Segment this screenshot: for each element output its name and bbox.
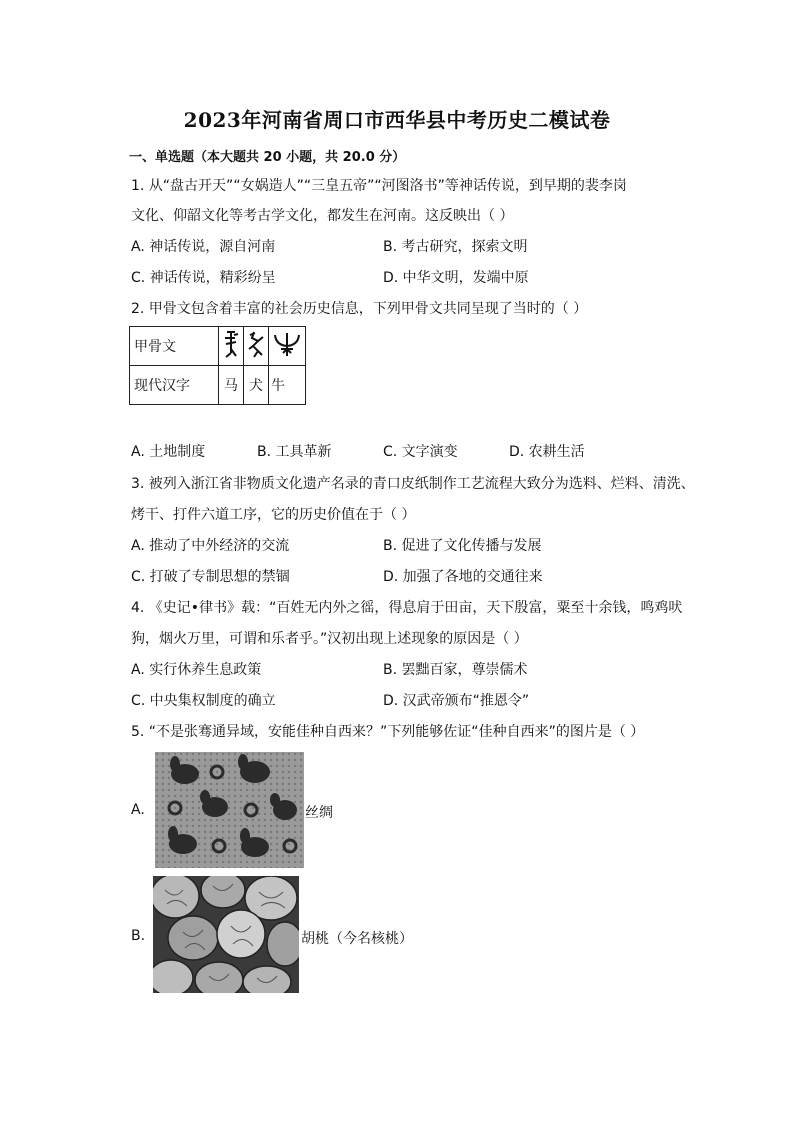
q2-stem-line1: 2. 甲骨文包含着丰富的社会历史信息，下列甲骨文共同呈现了当时的（ ） (131, 301, 588, 317)
silk-fabric-image[interactable] (155, 752, 304, 868)
horse-glyph-icon (221, 329, 241, 359)
walnut-photo-icon (153, 876, 299, 993)
q1-option-a[interactable]: A. 神话传说，源自河南 (131, 239, 276, 255)
q4-stem-line2: 狗，烟火万里，可谓和乐者乎。”汉初出现上述现象的原因是（ ） (131, 631, 528, 647)
q2-option-a[interactable]: A. 土地制度 (131, 444, 206, 460)
q1-stem-line1: 1. 从“盘古开天”“女娲造人”“三皇五帝”“河图洛书”等神话传说，到早期的裴李岗 (131, 178, 627, 194)
q1-option-b[interactable]: B. 考古研究，探索文明 (383, 239, 528, 255)
q4-stem-line1: 4. 《史记•律书》载：“百姓无内外之徭，得息肩于田亩，天下殷富，粟至十余钱，鸣鸡吠 (131, 600, 683, 616)
q4-option-c[interactable]: C. 中央集权制度的确立 (131, 693, 276, 709)
q5-option-b-caption: 胡桃（今名核桃） (301, 931, 413, 947)
walnut-image[interactable] (153, 876, 299, 993)
q4-option-b[interactable]: B. 罢黜百家，尊崇儒术 (383, 662, 528, 678)
table-row (130, 327, 306, 366)
q1-option-c[interactable]: C. 神话传说，精彩纷呈 (131, 270, 276, 286)
row-header-modern: 现代汉字 (130, 366, 219, 405)
oracle-bone-table (129, 326, 306, 405)
section-heading: 一、单选题（本大题共 20 小题，共 20.0 分） (129, 150, 406, 165)
q3-option-d[interactable]: D. 加强了各地的交通往来 (383, 569, 543, 585)
q5-stem-line1: 5. “不是张骞通异域，安能佳种自西来？”下列能够佐证“佳种自西来”的图片是（ ） (131, 724, 645, 740)
table-row (130, 366, 306, 405)
oracle-horse-glyph (219, 327, 244, 366)
silk-pattern-icon (155, 752, 304, 868)
q3-stem-line1: 3. 被列入浙江省非物质文化遗产名录的青口皮纸制作工艺流程大致分为选料、烂料、清洗、 (131, 476, 695, 492)
modern-char-horse: 马 (219, 366, 244, 405)
q2-option-c[interactable]: C. 文字演变 (383, 444, 458, 460)
oracle-ox-glyph (269, 327, 306, 366)
q2-option-b[interactable]: B. 工具革新 (257, 444, 332, 460)
modern-char-dog: 犬 (244, 366, 269, 405)
q2-option-d[interactable]: D. 农耕生活 (509, 444, 585, 460)
q1-stem-line2: 文化、仰韶文化等考古学文化，都发生在河南。这反映出（ ） (131, 208, 514, 224)
page-title: 2023年河南省周口市西华县中考历史二模试卷 (183, 108, 611, 132)
q3-option-c[interactable]: C. 打破了专制思想的禁锢 (131, 569, 290, 585)
modern-char-ox: 牛 (269, 366, 306, 405)
oracle-dog-glyph (244, 327, 269, 366)
q3-option-b[interactable]: B. 促进了文化传播与发展 (383, 538, 542, 554)
q5-option-a-caption: 丝绸 (305, 805, 333, 821)
ox-glyph-icon (271, 329, 303, 359)
q5-option-b-label[interactable]: B. (131, 928, 146, 944)
q3-option-a[interactable]: A. 推动了中外经济的交流 (131, 538, 290, 554)
q5-option-a-label[interactable]: A. (131, 802, 145, 818)
dog-glyph-icon (246, 329, 266, 359)
q4-option-a[interactable]: A. 实行休养生息政策 (131, 662, 262, 678)
q4-option-d[interactable]: D. 汉武帝颁布“推恩令” (383, 693, 530, 709)
q1-option-d[interactable]: D. 中华文明，发端中原 (383, 270, 529, 286)
q3-stem-line2: 烤干、打件六道工序，它的历史价值在于（ ） (131, 507, 416, 523)
row-header-oracle: 甲骨文 (130, 327, 219, 366)
